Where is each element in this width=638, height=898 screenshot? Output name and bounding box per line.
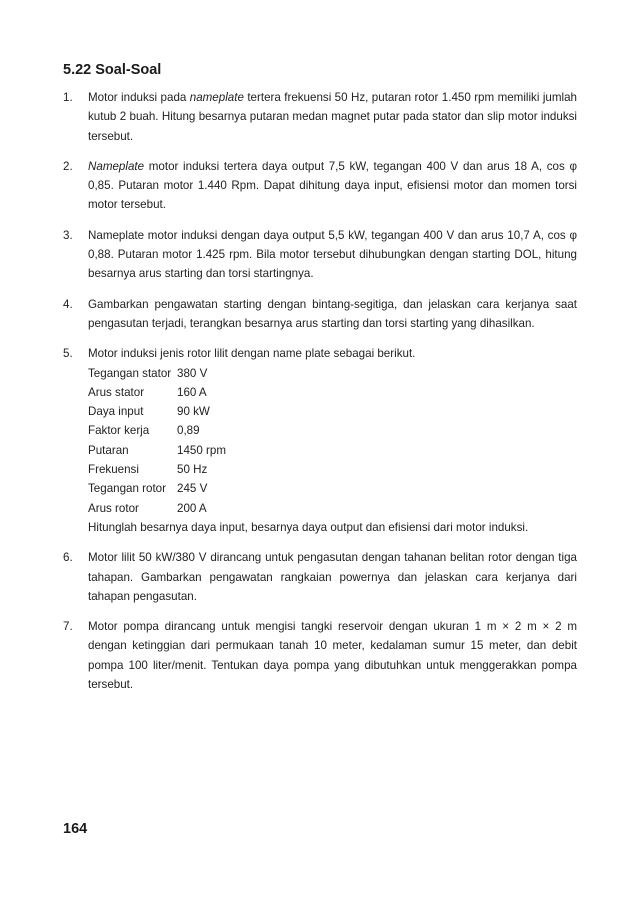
text-part: motor induksi tertera daya output 7,5 kW, tegangan 400 V dan arus 18 A, cos φ 0,85. Putaran motor 1.440 Rpm. Dapat dihitung daya input, efisiensi motor dan momen torsi motor tersebut. [88,159,577,212]
page-number: 164 [63,821,88,837]
item-number: 2. [63,159,73,173]
spec-row [88,460,577,479]
item-text [88,160,577,212]
spec-value: 90 kW [177,405,210,419]
spec-label: Arus stator [88,385,145,399]
item-text: Motor lilit 50 kW/380 V dirancang untuk pengasutan dengan tahanan belitan rotor dengan tiga tahapan. Gambarkan pengawatan rangkaian powernya dan jelaskan cara kerjanya dari tahapan pengasutan. [88,551,577,603]
item-number: 1. [63,91,73,104]
spec-label: Tegangan rotor [88,482,166,496]
spec-label: Tegangan stator [88,366,172,380]
exercise-item-7 [63,617,577,694]
spec-row [88,499,577,518]
spec-row [88,383,577,402]
spec-value: 380 V [177,366,208,380]
spec-value: 50 Hz [177,463,208,477]
spec-value: 0,89 [177,424,200,438]
item-text: Gambarkan pengawatan starting dengan bintang-segitiga, dan jelaskan cara kerjanya saat pengasutan terjadi, terangkan besarnya arus starting dan torsi starting yang dihasilkan. [88,297,577,330]
item-number: 7. [63,620,73,634]
italic-term: Nameplate [88,159,145,173]
item-number: 4. [63,297,73,311]
spec-value: 200 A [177,501,207,515]
spec-value: 245 V [177,482,208,496]
spec-row [88,441,577,460]
spec-value: 1450 rpm [177,443,226,457]
spec-label: Faktor kerja [88,424,150,438]
spec-label: Daya input [88,405,144,419]
exercise-item-3 [63,226,577,284]
item-number: 3. [63,228,73,242]
item-text: Nameplate motor induksi dengan daya output 5,5 kW, tegangan 400 V dan arus 10,7 A, cos φ 0,88. Putaran motor 1.425 rpm. Bila motor tersebut dihubungkan dengan starting DOL, hitung besarnya arus starting dan torsi startingnya. [88,228,577,281]
text-part: tertera frekuensi 50 Hz, putaran rotor 1.450 rpm memiliki jumlah kutub 2 buah. Hitung besarnya putaran medan magnet putar pada stator dan slip motor induksi tersebut. [88,91,577,143]
exercise-item-1 [63,88,577,146]
exercise-item-4 [63,295,577,334]
item-text-after: Hitunglah besarnya daya input, besarnya daya output dan efisiensi dari motor induksi. [88,520,529,534]
spec-row [88,364,577,383]
exercise-list [63,88,577,705]
italic-term: nameplate [189,91,244,104]
item-text: Motor pompa dirancang untuk mengisi tangki reservoir dengan ukuran 1 m × 2 m × 2 m dengan ketinggian dari permukaan tanah 10 meter, kedalaman sumur 15 meter, dan debit pompa 100 liter/menit. Tentukan daya pompa yang dibutuhkan untuk menggerakkan pompa tersebut. [88,620,577,692]
item-text [88,91,577,143]
exercise-item-6 [63,548,577,606]
item-text: Motor induksi jenis rotor lilit dengan name plate sebagai berikut. [88,347,416,361]
spec-label: Frekuensi [88,463,139,477]
spec-label: Putaran [88,443,129,457]
exercise-item-5 [63,344,577,537]
item-number: 5. [63,347,73,361]
item-number: 6. [63,551,73,565]
spec-label: Arus rotor [88,501,139,515]
section-title: 5.22 Soal-Soal [63,62,162,78]
text-part: Motor induksi pada [88,91,190,104]
spec-row [88,479,577,498]
exercise-item-2 [63,157,577,215]
spec-row [88,421,577,440]
spec-row [88,402,577,421]
nameplate-spec-table [88,364,577,518]
spec-value: 160 A [177,385,207,399]
